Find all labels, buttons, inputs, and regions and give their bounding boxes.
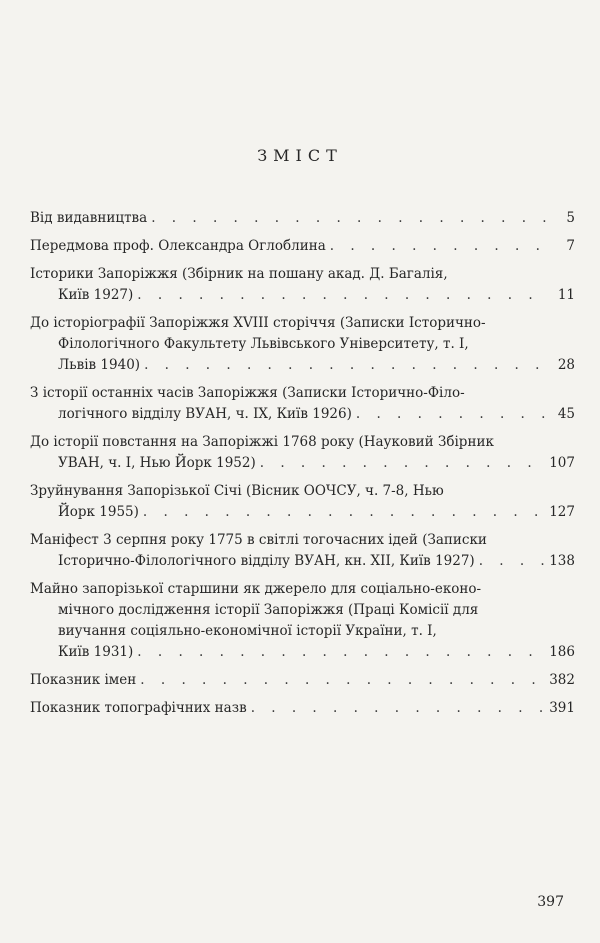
toc-entry-line: Зруйнування Запорізької Січі (Вісник ООЧСУ, ч. 7-8, Нью <box>30 483 444 499</box>
page-title: ЗМІСТ <box>257 146 343 165</box>
toc-entry-line: До історії повстання на Запоріжжі 1768 року (Науковий Збірник <box>30 434 494 450</box>
toc-entry-page: 382 <box>549 672 575 688</box>
toc-entry-last-line <box>30 208 553 229</box>
toc-entry-line: мічного дослідження історії Запоріжжя (Праці Комісії для <box>58 602 479 618</box>
toc-entry-page: 186 <box>549 644 575 660</box>
toc-entry-page: 391 <box>549 700 575 716</box>
toc-entry-last-line <box>30 453 553 474</box>
table-of-contents <box>30 208 575 726</box>
toc-entry-line: До історіографії Запоріжжя XVIII сторіччя (Записки Історично- <box>30 315 486 331</box>
toc-entry[interactable] <box>30 432 575 474</box>
toc-entry-page: 107 <box>549 455 575 471</box>
toc-entry[interactable] <box>30 208 575 229</box>
toc-entry[interactable] <box>30 264 575 306</box>
toc-entry-text: логічного відділу ВУАН, ч. IX, Київ 1926) <box>58 406 352 422</box>
toc-entry-text: Київ 1927) <box>58 287 134 303</box>
toc-entry[interactable] <box>30 313 575 376</box>
toc-entry-page: 45 <box>557 406 575 422</box>
toc-entry[interactable] <box>30 670 575 691</box>
dot-leader <box>137 642 549 663</box>
toc-entry-page: 5 <box>566 210 575 226</box>
toc-entry-page: 138 <box>549 553 575 569</box>
toc-entry-last-line <box>30 698 553 719</box>
toc-entry-last-line <box>30 355 553 376</box>
dot-leader <box>151 208 549 229</box>
toc-entry[interactable] <box>30 530 575 572</box>
dot-leader <box>144 355 549 376</box>
toc-entry-line: Філологічного Факультету Львівського Університету, т. І, <box>58 336 469 352</box>
dot-leader <box>140 670 549 691</box>
toc-entry-line: виучання соціяльно-економічної історії України, т. І, <box>58 623 437 639</box>
toc-entry-page: 11 <box>557 287 575 303</box>
dot-leader <box>260 453 549 474</box>
toc-entry-page: 7 <box>566 238 575 254</box>
toc-entry-text: Показник імен <box>30 672 137 688</box>
toc-entry-last-line <box>30 502 553 523</box>
toc-entry[interactable] <box>30 383 575 425</box>
toc-entry-text: Київ 1931) <box>58 644 134 660</box>
toc-entry-text: Історично-Філологічного відділу ВУАН, кн. XII, Київ 1927) <box>58 553 475 569</box>
toc-entry-last-line <box>30 236 553 257</box>
toc-entry-text: Передмова проф. Олександра Оглоблина <box>30 238 326 254</box>
toc-entry-line: Майно запорізької старшини як джерело для соціально-еконо- <box>30 581 482 597</box>
toc-entry-line: Маніфест 3 серпня року 1775 в світлі тогочасних ідей (Записки <box>30 532 487 548</box>
dot-leader <box>143 502 549 523</box>
toc-entry-line: Історики Запоріжжя (Збірник на пошану акад. Д. Багалія, <box>30 266 448 282</box>
toc-entry-last-line <box>30 670 553 691</box>
toc-entry-page: 127 <box>549 504 575 520</box>
toc-entry[interactable] <box>30 698 575 719</box>
toc-entry-text: Від видавництва <box>30 210 148 226</box>
page-number: 397 <box>537 894 564 910</box>
toc-entry-text: Львів 1940) <box>58 357 141 373</box>
dot-leader <box>330 236 549 257</box>
toc-entry-line: З історії останніх часів Запоріжжя (Записки Історично-Філо- <box>30 385 465 401</box>
toc-entry-last-line <box>30 551 553 572</box>
toc-entry-text: Йорк 1955) <box>58 504 139 520</box>
toc-entry-text: Показник топографічних назв <box>30 700 247 716</box>
toc-entry-page: 28 <box>557 357 575 373</box>
toc-entry-last-line <box>30 404 553 425</box>
toc-entry-last-line <box>30 642 553 663</box>
dot-leader <box>356 404 549 425</box>
toc-entry-text: УВАН, ч. І, Нью Йорк 1952) <box>58 455 256 471</box>
toc-entry[interactable] <box>30 236 575 257</box>
toc-entry[interactable] <box>30 481 575 523</box>
dot-leader <box>479 551 549 572</box>
dot-leader <box>251 698 549 719</box>
toc-entry[interactable] <box>30 579 575 663</box>
dot-leader <box>137 285 549 306</box>
toc-entry-last-line <box>30 285 553 306</box>
